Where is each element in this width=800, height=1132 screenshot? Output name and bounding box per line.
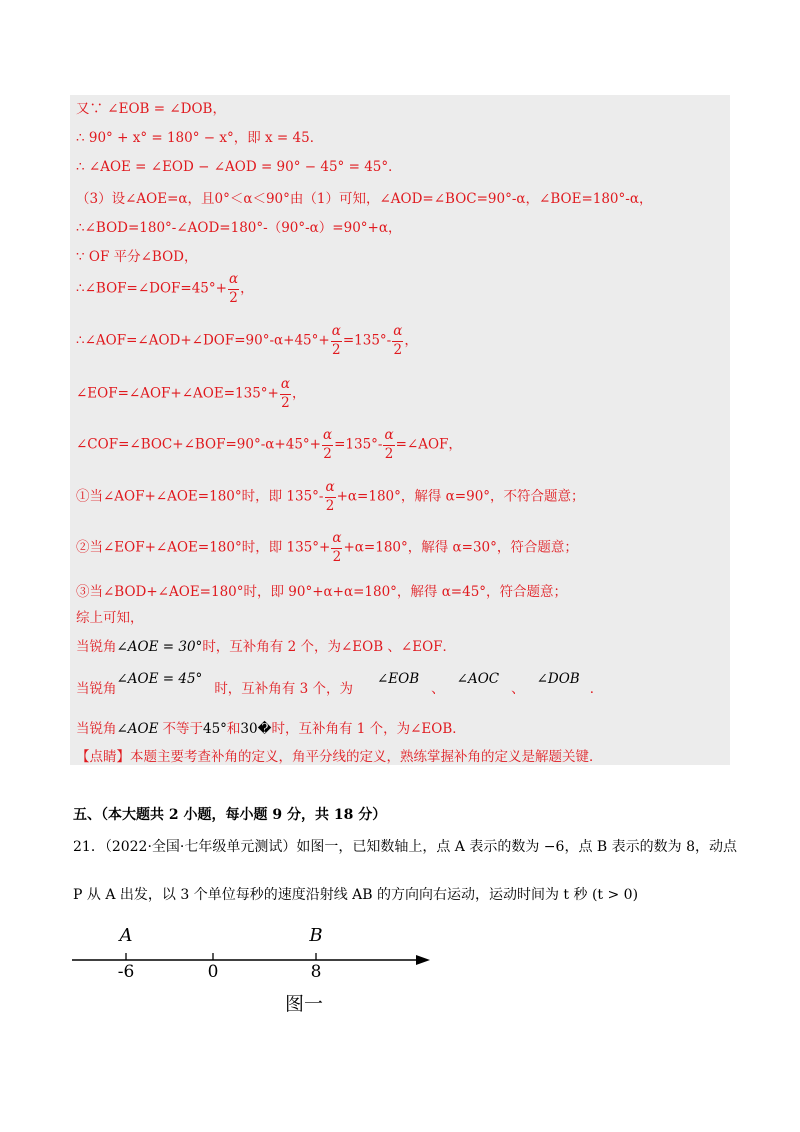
alpha-half-fraction: $\frac{\alpha}{2}$: [384, 427, 394, 462]
point-label-a: A: [119, 925, 133, 946]
solution-line-3: ∴ ∠AOE = ∠EOD − ∠AOD = 90° − 45° = 45°．: [76, 159, 402, 175]
case-1: ①当∠AOF+∠AOE=180°时，即 135°- $\frac{\alpha}{2}$ +α=180°，解得 α=90°，不符合题意；: [76, 479, 585, 514]
case-3: ③当∠BOD+∠AOE=180°时，即 90°+α+α=180°，解得 α=45°，符合题意；: [76, 584, 568, 600]
case-2: ②当∠EOF+∠AOE=180°时，即 135°+ $\frac{\alpha}{2}$ +α=180°，解得 α=30°，符合题意；: [76, 530, 578, 565]
point-label-b: B: [309, 925, 323, 946]
solution-line-8: ∴∠AOF=∠AOD+∠DOF=90°-α+45°+ $\frac{\alpha}{2}$ =135°- $\frac{\alpha}{2}$ ，: [76, 323, 418, 358]
alpha-half-fraction: $\frac{\alpha}{2}$: [325, 479, 335, 514]
alpha-half-fraction: $\frac{\alpha}{2}$: [228, 271, 239, 306]
alpha-half-fraction: $\frac{\alpha}{2}$: [393, 323, 403, 358]
question-21-line-1: 21．（2022·全国·七年级单元测试）如图一，已知数轴上，点 A 表示的数为 −6，点 B 表示的数为 8，动点: [73, 839, 737, 855]
alpha-half-fraction: $\frac{\alpha}{2}$: [322, 427, 333, 462]
figure-caption: 图一: [284, 993, 324, 1015]
solution-line-4: （3）设∠AOE=α，且0°＜α＜90°由（1）可知，∠AOD=∠BOC=90°-α，∠BOE=180°-α，: [76, 191, 653, 207]
line10-text: ∠COF=∠BOC+∠BOF=90°-α+45°+: [76, 436, 321, 453]
solution-line-2: ∴ 90° + x° = 180° − x°，即 x = 45．: [76, 130, 324, 146]
alpha-half-fraction: $\frac{\alpha}{2}$: [332, 530, 342, 565]
solution-line-7: ∴∠BOF=∠DOF=45°+ $\frac{\alpha}{2}$ ，: [76, 271, 254, 306]
alpha-half-fraction: $\frac{\alpha}{2}$: [331, 323, 341, 358]
section-header: 五、（本大题共 2 小题，每小题 9 分，共 18 分）: [73, 807, 387, 823]
solution-line-9: ∠EOF=∠AOF+∠AOE=135°+ $\frac{\alpha}{2}$ ，: [76, 376, 306, 411]
arrow-head-icon: [416, 955, 430, 965]
alpha-half-fraction: $\frac{\alpha}{2}$: [280, 376, 290, 411]
number-line-figure: [60, 915, 460, 1025]
question-21-line-2: P 从 A 出发，以 3 个单位每秒的速度沿射线 AB 的方向向右运动，运动时间为 t 秒 (t > 0): [73, 887, 639, 903]
tick-label-8: 8: [310, 962, 322, 982]
tick-label-0: 0: [207, 962, 219, 982]
solution-line-10: ∠COF=∠BOC+∠BOF=90°-α+45°+ $\frac{\alpha}{2}$ =135°- $\frac{\alpha}{2}$ =∠AOF，: [76, 427, 462, 462]
solution-line-6: ∵ OF 平分∠BOD，: [76, 249, 198, 265]
key-point-comment: 【点睛】本题主要考查补角的定义，角平分线的定义，熟练掌握补角的定义是解题关键．: [76, 749, 603, 765]
line8-text: ∴∠AOF=∠AOD+∠DOF=90°-α+45°+: [76, 332, 330, 349]
result-line-1: 当锐角∠AOE = 30°时，互补角有 2 个，为∠EOB 、∠EOF．: [76, 639, 457, 655]
solution-panel: [70, 95, 730, 765]
solution-line-5: ∴∠BOD=180°-∠AOD=180°-（90°-α）=90°+α，: [76, 220, 402, 236]
tick-label-neg6: -6: [117, 962, 135, 982]
summary-line: 综上可知，: [76, 610, 144, 626]
solution-line-1: 又∵ ∠EOB = ∠DOB，: [76, 101, 226, 117]
line7-text: ∴∠BOF=∠DOF=45°+: [76, 280, 227, 297]
result-line-3: 当锐角∠AOE 不等于45°和30�时，互补角有 1 个，为∠EOB．: [76, 721, 466, 737]
result-line-2: 当锐角∠AOE = 45°时，互补角有 3 个，为∠EOB、∠AOC、∠DOB．: [76, 671, 604, 697]
line9-text: ∠EOF=∠AOF+∠AOE=135°+: [76, 385, 279, 402]
